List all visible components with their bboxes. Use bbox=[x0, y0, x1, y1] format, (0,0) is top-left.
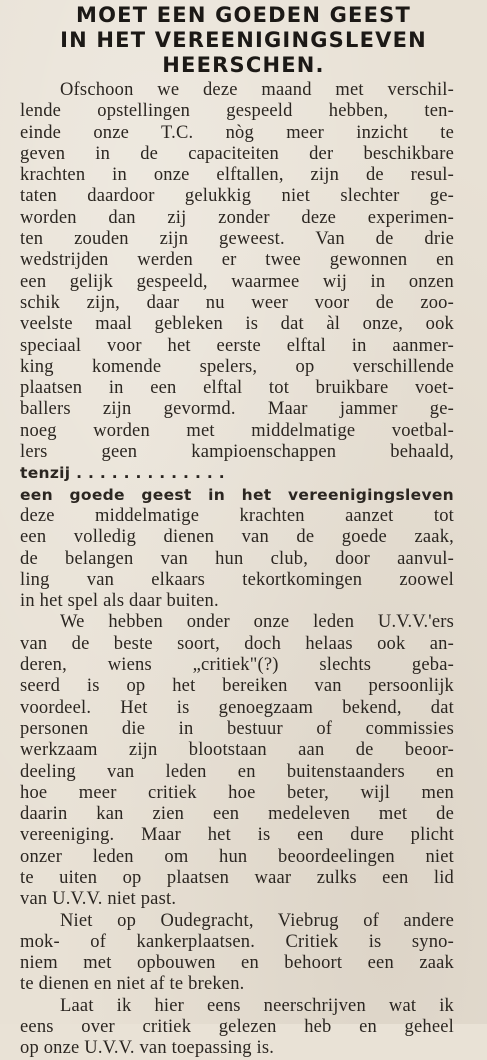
text-line: eens over critiek gelezen heb en geheel bbox=[20, 1017, 454, 1038]
text-line: ten zouden zijn geweest. Van de drie bbox=[20, 229, 454, 250]
text-line: deeling van leden en buitenstaanders en bbox=[20, 761, 454, 782]
text-line: een volledig dienen van de goede zaak, bbox=[20, 527, 454, 548]
text-line: speciaal voor het eerste elftal in aanmer- bbox=[20, 335, 454, 356]
text-line: lende opstellingen gespeeld hebben, ten- bbox=[20, 101, 454, 122]
headline-line-2: IN HET VEREENIGINGSLEVEN bbox=[60, 28, 427, 52]
text-line: king komende spelers, op verschillende bbox=[20, 356, 454, 377]
text-line: krachten in onze elftallen, zijn de resul- bbox=[20, 165, 454, 186]
text-line: lers geen kampioenschappen behaald, bbox=[20, 442, 454, 463]
text-line: We hebben onder onze leden U.V.V.'ers bbox=[60, 612, 454, 633]
text-line: seerd is op het bereiken van persoonlijk bbox=[20, 676, 454, 697]
article-body bbox=[20, 80, 454, 1060]
text-line: hoe meer critiek hoe beter, wijl men bbox=[20, 782, 454, 803]
text-line: Ofschoon we deze maand met verschil- bbox=[60, 80, 454, 100]
text-line: op onze U.V.V. van toepassing is. bbox=[20, 1038, 275, 1059]
text-line: ballers zijn gevormd. Maar jammer ge- bbox=[20, 399, 454, 420]
article-headline bbox=[0, 3, 487, 78]
text-line: van U.V.V. niet past. bbox=[20, 889, 177, 910]
text-line: te uiten op plaatsen waar zulks een lid bbox=[20, 867, 454, 888]
text-line: werkzaam zijn blootstaan aan de beoor- bbox=[20, 740, 454, 761]
text-line: noeg worden met middelmatige voetbal- bbox=[20, 420, 454, 441]
text-line: einde onze T.C. nòg meer inzicht te bbox=[20, 122, 454, 143]
emphasis-line-goede-geest: een goede geest in het vereenigingsleven bbox=[20, 485, 454, 504]
emphasis-line-tenzij: tenzij . . . . . . . . . . . . . bbox=[20, 464, 225, 483]
text-line: worden dan zij zonder deze experimen- bbox=[20, 207, 454, 228]
text-line: plaatsen in een elftal tot bruikbare voet- bbox=[20, 378, 454, 399]
text-line: van de beste soort, doch helaas ook an- bbox=[20, 633, 454, 654]
text-line: veelste maal gebleken is dat àl onze, ook bbox=[20, 314, 454, 335]
text-line: in het spel als daar buiten. bbox=[20, 591, 219, 612]
text-line: personen die in bestuur of commissies bbox=[20, 718, 454, 739]
text-line: taten daardoor gelukkig niet slechter ge- bbox=[20, 186, 454, 207]
text-line: te dienen en niet af te breken. bbox=[20, 974, 245, 995]
text-line: onzer leden om hun beoordeelingen niet bbox=[20, 846, 454, 867]
text-line: vereeniging. Maar het is een dure plicht bbox=[20, 825, 454, 846]
headline-line-3: HEERSCHEN. bbox=[162, 53, 325, 77]
text-line: schik zijn, daar nu weer voor de zoo- bbox=[20, 292, 454, 313]
text-line: de belangen van hun club, door aanvul- bbox=[20, 548, 454, 569]
text-line: geven in de capaciteiten der beschikbare bbox=[20, 143, 454, 164]
text-line: een gelijk gespeeld, waarmee wij in onzen bbox=[20, 271, 454, 292]
text-line: Niet op Oudegracht, Viebrug of andere bbox=[60, 910, 454, 931]
text-line: deze middelmatige krachten aanzet tot bbox=[20, 505, 454, 526]
text-line: niem met opbouwen en behoort een zaak bbox=[20, 953, 454, 974]
headline-line-1: MOET EEN GOEDEN GEEST bbox=[76, 3, 411, 27]
text-line: daarin kan zien een medeleven met de bbox=[20, 804, 454, 825]
text-line: wedstrijden werden er twee gewonnen en bbox=[20, 250, 454, 271]
text-line: Laat ik hier eens neerschrijven wat ik bbox=[60, 995, 454, 1016]
text-line: mok- of kankerplaatsen. Critiek is syno- bbox=[20, 931, 454, 952]
text-line: deren, wiens „critiek"(?) slechts geba- bbox=[20, 655, 454, 676]
text-line: ling van elkaars tekortkomingen zoowel bbox=[20, 569, 454, 590]
text-line: voordeel. Het is genoegzaam bekend, dat bbox=[20, 697, 454, 718]
